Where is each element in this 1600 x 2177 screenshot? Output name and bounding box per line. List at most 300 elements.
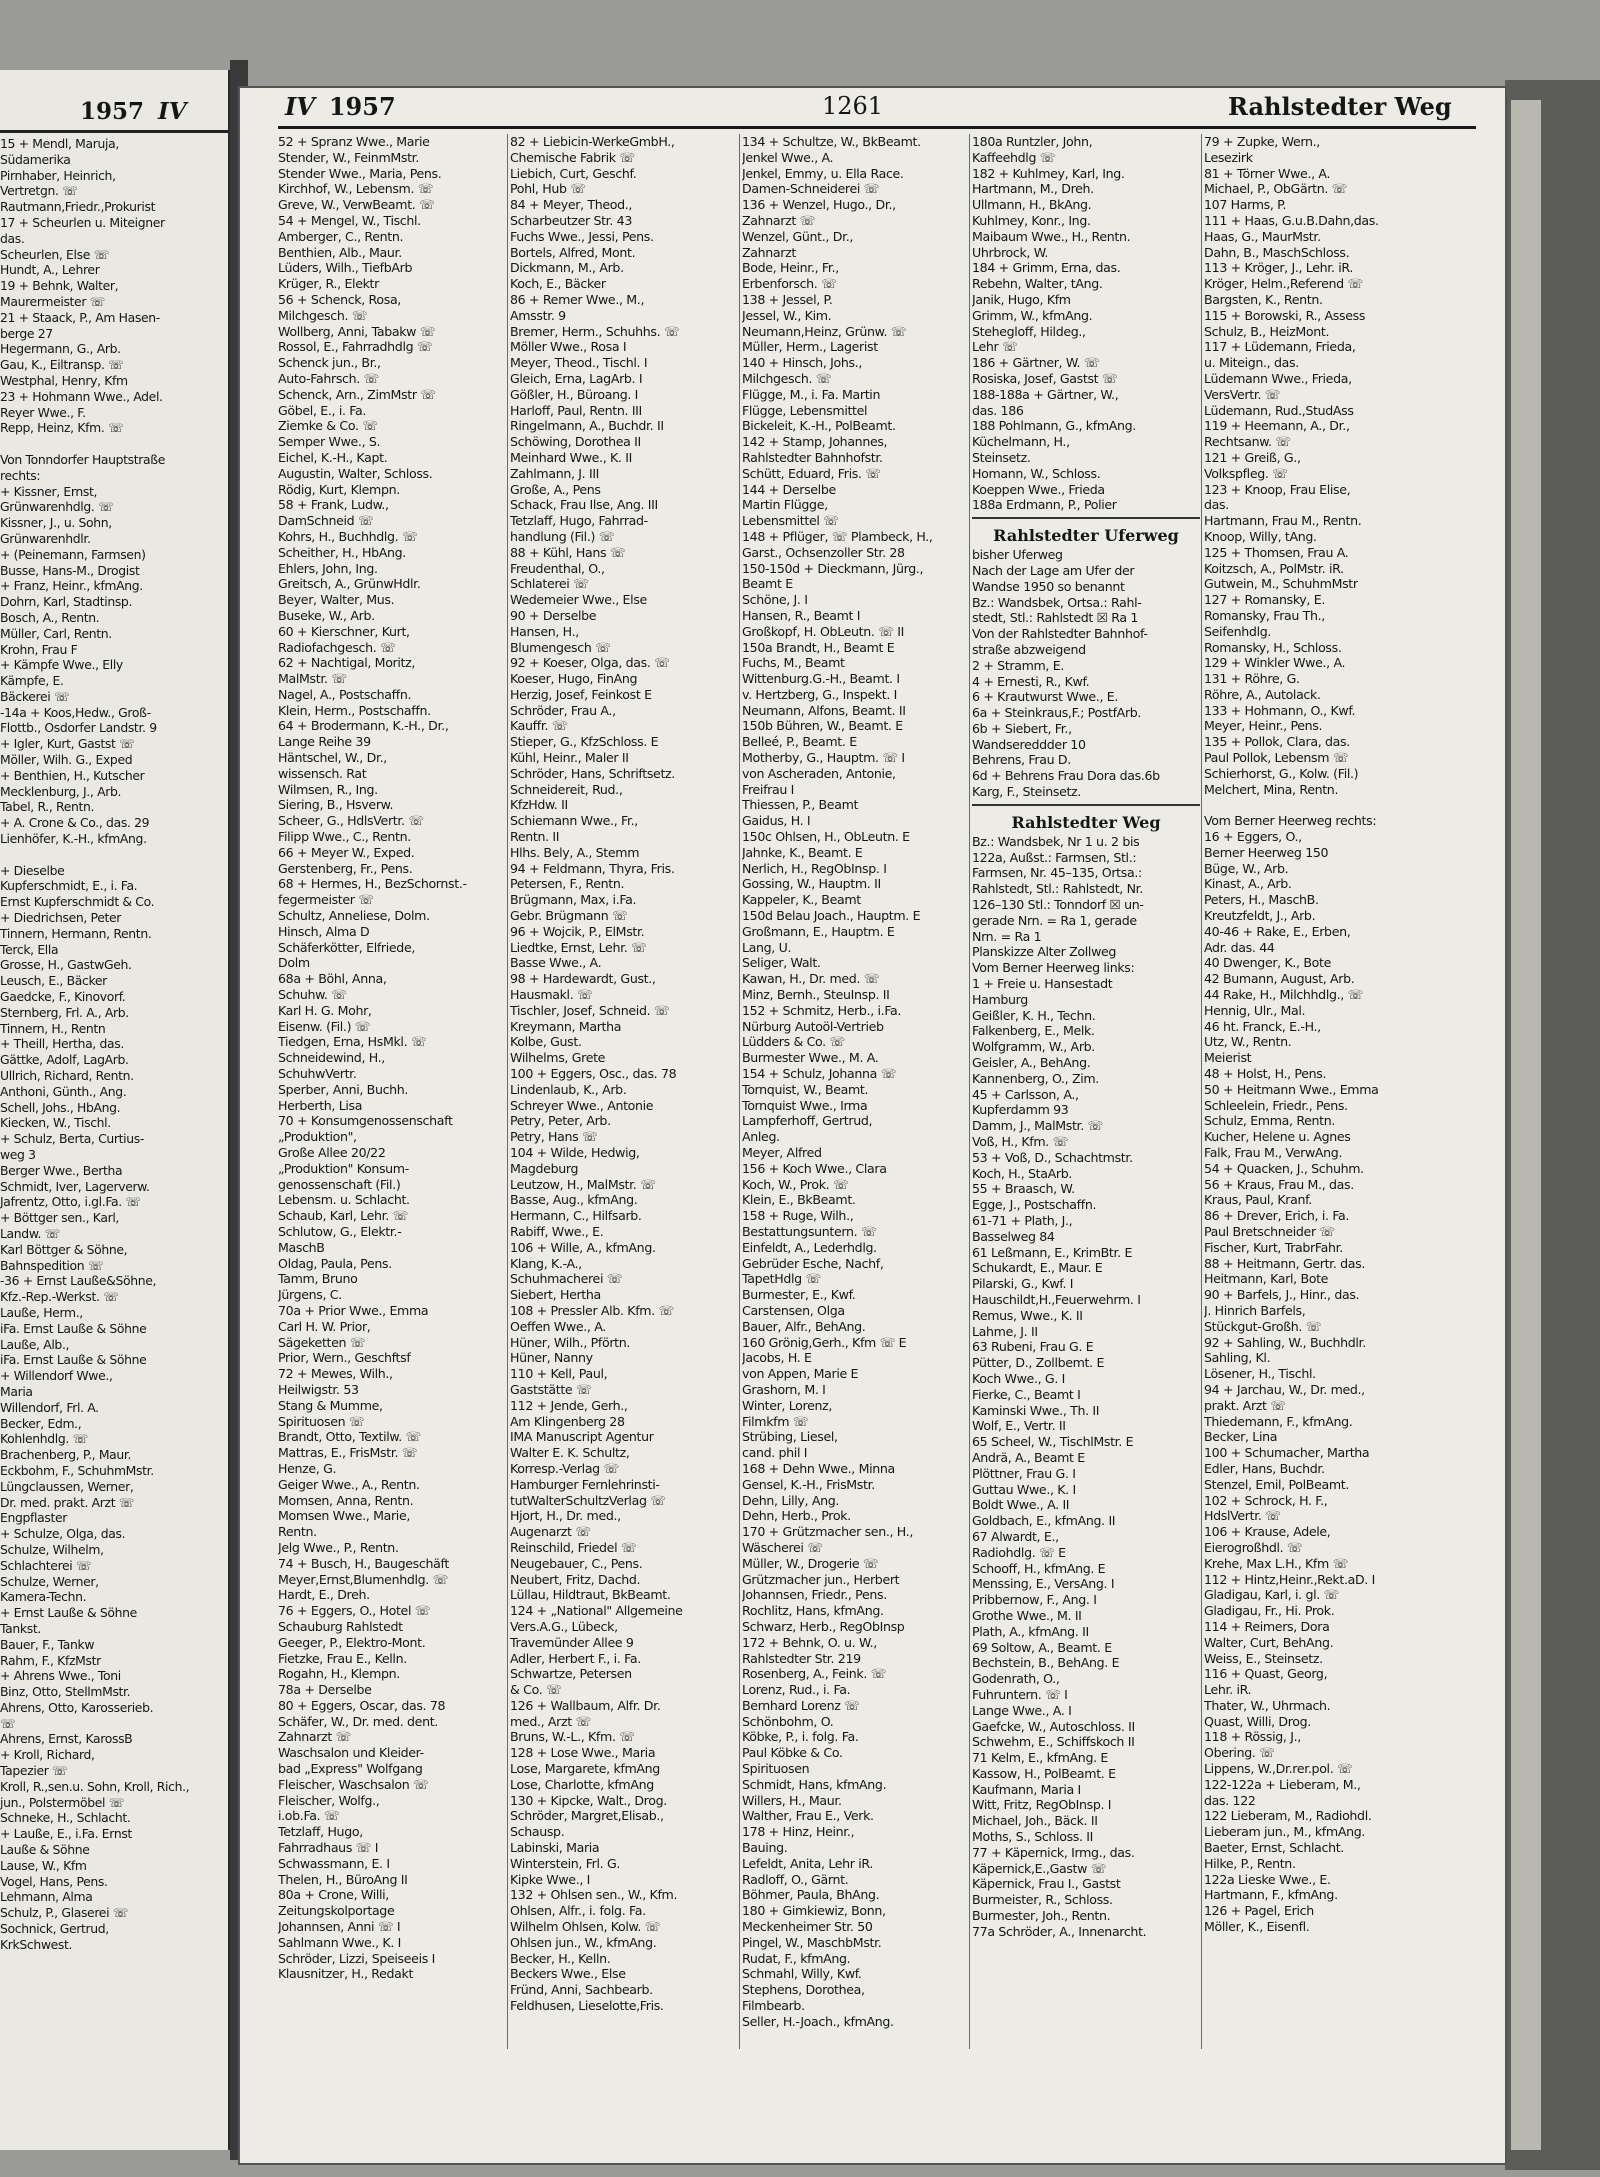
directory-entry [1204, 797, 1476, 813]
directory-entry: Kuhlmey, Konr., Ing. [972, 212, 1091, 228]
directory-entry: Flügge, M., i. Fa. Martin [742, 386, 881, 402]
directory-entry: Kämpfe, E. [0, 673, 64, 689]
directory-entry: Hilke, P., Rentn. [1204, 1855, 1296, 1871]
directory-entry: 172 + Behnk, O. u. W., [742, 1634, 877, 1650]
directory-entry: Stückgut-Großh. ☏ [1204, 1318, 1322, 1334]
directory-entry: Romansky, H., Schloss. [1204, 639, 1342, 655]
directory-entry: Kolbe, Gust. [510, 1034, 582, 1050]
directory-entry: Gensel, K.-H., FrisMstr. [742, 1476, 875, 1492]
directory-entry: 54 + Mengel, W., Tischl. [278, 212, 421, 228]
directory-entry: Rosiska, Josef, Gastst ☏ [972, 370, 1118, 386]
facing-page-column [0, 136, 226, 2066]
directory-entry: Scheither, H., HbAng. [278, 544, 406, 560]
directory-entry: Bosch, A., Rentn. [0, 609, 100, 625]
directory-entry: Obering. ☏ [1204, 1745, 1275, 1761]
directory-entry: 188a Erdmann, P., Polier [972, 497, 1117, 513]
directory-entry: Grashorn, M. I [742, 1381, 826, 1397]
directory-entry: Dehn, Lilly, Ang. [742, 1492, 840, 1508]
directory-entry: 113 + Kröger, J., Lehr. iR. [1204, 260, 1354, 276]
directory-entry: Kannenberg, O., Zim. [972, 1070, 1099, 1086]
directory-entry: Oeffen Wwe., A. [510, 1318, 606, 1334]
directory-entry: Basselweg 84 [972, 1228, 1055, 1244]
directory-entry: Heitmann, Karl, Bote [1204, 1271, 1329, 1287]
directory-entry: HdslVertr. ☏ [1204, 1508, 1281, 1524]
directory-entry: Wedemeier Wwe., Else [510, 592, 647, 608]
directory-entry: Becker, Edm., [0, 1415, 82, 1431]
directory-entry: Tinnern, Hermann, Rentn. [0, 925, 152, 941]
directory-entry: Lefeldt, Anita, Lehr iR. [742, 1855, 874, 1871]
directory-entry: Guttau Wwe., K. I [972, 1481, 1076, 1497]
directory-entry: Winter, Lorenz, [742, 1397, 833, 1413]
directory-entry: 114 + Reimers, Dora [1204, 1618, 1330, 1634]
directory-entry: Seller, H.-Joach., kfmAng. [742, 2013, 894, 2029]
directory-entry: 107 Harms, P. [1204, 197, 1287, 213]
directory-entry: Eisenw. (Fil.) ☏ [278, 1018, 371, 1034]
directory-entry: Utz, W., Rentn. [1204, 1034, 1292, 1050]
directory-entry: Schröder, Frau A., [510, 702, 616, 718]
directory-entry: Burmeister, R., Schloss. [972, 1892, 1113, 1908]
directory-entry: 80a + Crone, Willi, [278, 1887, 389, 1903]
directory-entry: Tinnern, H., Rentn [0, 1020, 106, 1036]
directory-entry: Janik, Hugo, Kfm [972, 291, 1071, 307]
directory-entry: -36 + Ernst Lauße&Söhne, [0, 1273, 157, 1289]
directory-entry: Südamerika [0, 151, 71, 167]
section-rule [972, 804, 1200, 806]
directory-entry: Kucher, Helene u. Agnes [1204, 1129, 1351, 1145]
directory-entry: Hennig, Ulr., Mal. [1204, 1002, 1306, 1018]
directory-entry: Bäckerei ☏ [0, 688, 70, 704]
directory-entry: Rahm, F., KfzMstr [0, 1652, 101, 1668]
directory-entry: 128 + Lose Wwe., Maria [510, 1745, 656, 1761]
weg-entries [972, 834, 1200, 1940]
directory-entry: Lauße & Söhne [0, 1842, 90, 1858]
directory-entry: Käpernick,E.,Gastw ☏ [972, 1860, 1107, 1876]
directory-entry: 160 Grönig,Gerh., Kfm ☏ E [742, 1334, 907, 1350]
directory-entry: Koeppen Wwe., Frieda [972, 481, 1105, 497]
directory-entry: ☏ [0, 1715, 16, 1731]
directory-entry: Labinski, Maria [510, 1840, 600, 1856]
directory-entry: Planskizze Alter Zollweg [972, 944, 1117, 960]
directory-entry: + Theill, Hertha, das. [0, 1036, 124, 1052]
directory-entry: das. 186 [972, 402, 1024, 418]
directory-entry: Rogahn, H., Klempn. [278, 1666, 400, 1682]
directory-entry: 186 + Gärtner, W. ☏ [972, 355, 1100, 371]
directory-entry: Maria [0, 1383, 33, 1399]
directory-entry: Lampferhoff, Gertrud, [742, 1113, 873, 1129]
directory-entry: handlung (Fil.) ☏ [510, 528, 615, 544]
directory-entry: Vers.A.G., Lübeck, [510, 1618, 618, 1634]
directory-entry: Meyer, Theod., Tischl. I [510, 355, 648, 371]
directory-entry: 58 + Frank, Ludw., [278, 497, 389, 513]
directory-entry: Jenkel, Emmy, u. Ella Race. [742, 165, 904, 181]
directory-entry: Lienhöfer, K.-H., kfmAng. [0, 831, 147, 847]
directory-entry: Andrä, A., Beamt E [972, 1449, 1085, 1465]
directory-entry: 182 + Kuhlmey, Karl, Ing. [972, 165, 1125, 181]
directory-entry: Wandsereddder 10 [972, 736, 1086, 752]
directory-entry: 168 + Dehn Wwe., Minna [742, 1460, 895, 1476]
directory-entry: Lose, Charlotte, kfmAng [510, 1776, 654, 1792]
directory-entry: Egge, J., Postschaffn. [972, 1197, 1097, 1213]
directory-entry: Möller, Wilh. G., Exped [0, 752, 133, 768]
directory-entry: Zahnarzt ☏ [742, 212, 816, 228]
directory-entry: Mattras, E., FrisMstr. ☏ [278, 1445, 418, 1461]
directory-entry: KrkSchwest. [0, 1936, 73, 1952]
directory-entry: 115 + Borowski, R., Assess [1204, 307, 1366, 323]
directory-entry: Liedtke, Ernst, Lehr. ☏ [510, 939, 647, 955]
directory-entry: Kipke Wwe., I [510, 1871, 591, 1887]
directory-entry: Michael, P., ObGärtn. ☏ [1204, 181, 1348, 197]
directory-entry: Schlachterei ☏ [0, 1557, 92, 1573]
directory-entry: Wilmsen, R., Ing. [278, 781, 378, 797]
directory-entry: Walther, Frau E., Verk. [742, 1808, 874, 1824]
directory-entry: Petry, Hans ☏ [510, 1129, 598, 1145]
directory-entry: 50 + Heitmann Wwe., Emma [1204, 1081, 1379, 1097]
directory-entry: Auto-Fahrsch. ☏ [278, 370, 379, 386]
directory-entry: Wollberg, Anni, Tabakw ☏ [278, 323, 436, 339]
directory-entry: Gladigau, Karl, i. gl. ☏ [1204, 1587, 1339, 1603]
directory-entry: 88 + Heitmann, Gertr. das. [1204, 1255, 1366, 1271]
directory-entry: + Dieselbe [0, 862, 65, 878]
directory-entry: DamSchneid ☏ [278, 513, 374, 529]
directory-entry: Schwartze, Petersen [510, 1666, 632, 1682]
directory-entry: Schulz, Emma, Rentn. [1204, 1113, 1336, 1129]
directory-entry: Kissner, J., u. Sohn, [0, 515, 112, 531]
directory-entry: Schlutow, G., Elektr.- [278, 1223, 402, 1239]
directory-entry: Lebensmittel ☏ [742, 513, 839, 529]
directory-entry: 125 + Thomsen, Frau A. [1204, 544, 1349, 560]
directory-entry: 42 Bumann, August, Arb. [1204, 971, 1355, 987]
directory-entry: Wittenburg.G.-H., Beamt. I [742, 671, 900, 687]
directory-entry: Büge, W., Arb. [1204, 860, 1289, 876]
directory-entry: Scheer, G., HdlsVertr. ☏ [278, 813, 424, 829]
directory-entry: Koitzsch, A., PolMstr. iR. [1204, 560, 1344, 576]
directory-entry: Petry, Peter, Arb. [510, 1113, 611, 1129]
directory-entry: Lüdemann, Rud.,StudAss [1204, 402, 1354, 418]
directory-entry: Weiss, E., Steinsetz. [1204, 1650, 1323, 1666]
directory-entry: Kohlenhdlg. ☏ [0, 1431, 88, 1447]
directory-entry: Homann, W., Schloss. [972, 465, 1101, 481]
directory-entry: Häntschel, W., Dr., [278, 750, 387, 766]
directory-entry: + Benthien, H., Kutscher [0, 767, 145, 783]
directory-entry: 19 + Behnk, Walter, [0, 278, 119, 294]
directory-entry: Terck, Ella [0, 941, 59, 957]
directory-entry: Freudenthal, O., [510, 560, 605, 576]
directory-entry: Belleé, P., Beamt. E [742, 734, 857, 750]
directory-entry: VersVertr. ☏ [1204, 386, 1281, 402]
directory-entry: Goldbach, E., kfmAng. II [972, 1513, 1116, 1529]
directory-entry: Motherby, G., Hauptm. ☏ I [742, 750, 905, 766]
directory-entry: Fründ, Anni, Sachbearb. [510, 1982, 653, 1998]
directory-entry: Liebich, Curt, Geschf. [510, 165, 637, 181]
directory-entry: Thelen, H., BüroAng II [278, 1871, 408, 1887]
directory-entry: Lüdders & Co. ☏ [742, 1034, 845, 1050]
directory-entry: 1 + Freie u. Hansestadt [972, 976, 1113, 992]
directory-entry: 68a + Böhl, Anna, [278, 971, 387, 987]
directory-entry [0, 436, 226, 452]
directory-entry: tutWalterSchultzVerlag ☏ [510, 1492, 666, 1508]
directory-entry: Müller, W., Drogerie ☏ [742, 1555, 879, 1571]
directory-entry: Schwehm, E., Schiffskoch II [972, 1734, 1135, 1750]
directory-entry: Beckers Wwe., Else [510, 1966, 626, 1982]
directory-entry: 100 + Eggers, Osc., das. 78 [510, 1066, 677, 1082]
directory-entry: 63 Rubeni, Frau G. E [972, 1339, 1094, 1355]
facing-page-section: IV [158, 98, 187, 125]
directory-entry: Rentn. II [510, 829, 560, 845]
directory-entry: Bremer, Herm., Schuhhs. ☏ [510, 323, 680, 339]
directory-entry: Jessel, W., Kim. [742, 307, 832, 323]
directory-entry: Kühl, Heinr., Maler II [510, 750, 629, 766]
directory-entry: 122 Lieberam, M., Radiohdl. [1204, 1808, 1372, 1824]
directory-entry: Falkenberg, E., Melk. [972, 1023, 1095, 1039]
directory-entry: „Produktion", [278, 1129, 357, 1145]
directory-entry: Schausp. [510, 1824, 565, 1840]
directory-column-2 [510, 134, 738, 2054]
directory-entry: Rabiff, Wwe., E. [510, 1223, 604, 1239]
directory-entry: Fierke, C., Beamt I [972, 1386, 1081, 1402]
page-edge-paper [1511, 100, 1541, 2150]
directory-entry: Gaidus, H. I [742, 813, 811, 829]
directory-entry: Scheurlen, Else ☏ [0, 246, 109, 262]
directory-entry: Kaufmann, Maria I [972, 1781, 1081, 1797]
directory-entry: Binz, Otto, StellmMstr. [0, 1684, 131, 1700]
directory-entry: Vogel, Hans, Pens. [0, 1873, 108, 1889]
directory-entry: Lesezirk [1204, 149, 1253, 165]
directory-entry: 62 + Nachtigal, Moritz, [278, 655, 416, 671]
directory-entry: 150a Brandt, H., Beamt E [742, 639, 895, 655]
directory-entry: Hjort, H., Dr. med., [510, 1508, 621, 1524]
directory-entry: 76 + Eggers, O., Hotel ☏ [278, 1603, 431, 1619]
directory-entry: Koch Wwe., G. I [972, 1370, 1065, 1386]
directory-entry: Carl H. W. Prior, [278, 1318, 371, 1334]
directory-entry: + Kroll, Richard, [0, 1747, 95, 1763]
directory-entry: Gau, K., Eiltransp. ☏ [0, 357, 124, 373]
directory-entry: 123 + Knoop, Frau Elise, [1204, 481, 1351, 497]
directory-entry: 71 Kelm, E., kfmAng. E [972, 1750, 1108, 1766]
directory-entry: Geiger Wwe., A., Rentn. [278, 1476, 420, 1492]
directory-entry: + Willendorf Wwe., [0, 1368, 113, 1384]
running-title: Rahlstedter Weg [1228, 92, 1452, 121]
directory-entry: Boldt Wwe., A. II [972, 1497, 1070, 1513]
section-header [285, 92, 396, 121]
directory-entry: rechts: [0, 467, 41, 483]
directory-entry: Schauburg Rahlstedt [278, 1618, 403, 1634]
directory-entry: Schwassmann, E. I [278, 1855, 390, 1871]
directory-entry: 77a Schröder, A., Innenarcht. [972, 1923, 1147, 1939]
directory-entry: 45 + Carlsson, A., [972, 1086, 1079, 1102]
directory-entry: Rautmann,Friedr.,Prokurist [0, 199, 156, 215]
directory-entry: Waschsalon und Kleider- [278, 1745, 424, 1761]
directory-column-5 [1204, 134, 1476, 2054]
directory-entry: Siering, B., Hsverw. [278, 797, 394, 813]
directory-entry: 130 + Kipcke, Walt., Drog. [510, 1792, 667, 1808]
directory-entry: Lieberam jun., M., kfmAng. [1204, 1824, 1366, 1840]
directory-entry: Buseke, W., Arb. [278, 607, 375, 623]
directory-entry: 126–130 Stl.: Tonndorf ☒ un- [972, 897, 1144, 913]
directory-entry: 119 + Heemann, A., Dr., [1204, 418, 1350, 434]
directory-entry: Gaedcke, F., Kinovorf. [0, 989, 126, 1005]
directory-entry: Ringelmann, A., Buchdr. II [510, 418, 664, 434]
directory-entry: Reinschild, Friedel ☏ [510, 1539, 637, 1555]
directory-entry: Milchgesch. ☏ [278, 307, 368, 323]
directory-entry: 170 + Grützmacher sen., H., [742, 1524, 913, 1540]
directory-entry: 142 + Stamp, Johannes, [742, 434, 888, 450]
directory-entry: Klein, E., BkBeamt. [742, 1192, 856, 1208]
directory-entry: Tetzlaff, Hugo, Fahrrad- [510, 513, 648, 529]
directory-entry: -14a + Koos,Hedw., Groß- [0, 704, 151, 720]
directory-entry: 90 + Derselbe [510, 607, 597, 623]
directory-entry: Fischer, Kurt, TrabrFahr. [1204, 1239, 1343, 1255]
directory-entry: 150c Ohlsen, H., ObLeutn. E [742, 829, 910, 845]
directory-entry: Schaub, Karl, Lehr. ☏ [278, 1208, 408, 1224]
directory-entry: Travemünder Allee 9 [510, 1634, 634, 1650]
directory-entry: Möller Wwe., Rosa I [510, 339, 627, 355]
directory-entry: 156 + Koch Wwe., Clara [742, 1160, 887, 1176]
directory-entry: Tischler, Josef, Schneid. ☏ [510, 1002, 670, 1018]
directory-entry: Baeter, Ernst, Schlacht. [1204, 1840, 1344, 1856]
directory-entry: Schooff, H., kfmAng. E [972, 1560, 1106, 1576]
directory-entry: jun., Polstermöbel ☏ [0, 1794, 124, 1810]
directory-entry: v. Hertzberg, G., Inspekt. I [742, 686, 898, 702]
directory-entry: Michael, Joh., Bäck. II [972, 1813, 1098, 1829]
directory-entry: Kassow, H., PolBeamt. E [972, 1765, 1116, 1781]
directory-entry: Radiofachgesch. ☏ [278, 639, 396, 655]
directory-entry: Amberger, C., Rentn. [278, 228, 404, 244]
directory-entry: Walter E. K. Schultz, [510, 1445, 630, 1461]
directory-entry: Wolf, E., Vertr. II [972, 1418, 1066, 1434]
directory-entry: 110 + Kell, Paul, [510, 1366, 608, 1382]
directory-entry: Schäferkötter, Elfriede, [278, 939, 415, 955]
directory-entry: Rebehn, Walter, tAng. [972, 276, 1103, 292]
directory-entry: Grünwarenhdlg. ☏ [0, 499, 114, 515]
directory-entry: Harloff, Paul, Rentn. III [510, 402, 642, 418]
directory-entry: Lüllau, Hildtraut, BkBeamt. [510, 1587, 671, 1603]
directory-entry: 135 + Pollok, Clara, das. [1204, 734, 1350, 750]
directory-entry: Ullrich, Richard, Rentn. [0, 1068, 134, 1084]
directory-entry: Bz.: Wandsbek, Ortsa.: Rahl- [972, 594, 1142, 610]
directory-entry: Volkspfleg. ☏ [1204, 465, 1288, 481]
directory-entry: Ahrens, Otto, Karosserieb. [0, 1699, 154, 1715]
directory-entry: Röhre, A., Autolack. [1204, 686, 1321, 702]
directory-entry: Plöttner, Frau G. I [972, 1465, 1076, 1481]
directory-entry: Knoop, Willy, tAng. [1204, 528, 1317, 544]
directory-entry: Sternberg, Frl. A., Arb. [0, 1004, 129, 1020]
directory-entry: u. Miteign., das. [1204, 355, 1299, 371]
directory-entry: IMA Manuscript Agentur [510, 1429, 654, 1445]
directory-entry: Stehegloff, Hildeg., [972, 323, 1086, 339]
directory-entry: Großkopf, H. ObLeutn. ☏ II [742, 623, 904, 639]
directory-entry: 70a + Prior Wwe., Emma [278, 1302, 429, 1318]
directory-entry: Feldhusen, Lieselotte,Fris. [510, 1998, 664, 2014]
directory-entry: Koch, E., Bäcker [510, 276, 606, 292]
directory-entry: Koch, H., StaArb. [972, 1165, 1072, 1181]
directory-entry: Ahrens, Ernst, KarossB [0, 1731, 133, 1747]
directory-entry: Käpernick, Frau I., Gastst [972, 1876, 1121, 1892]
directory-entry: Schell, Johs., HbAng. [0, 1099, 121, 1115]
directory-entry: Köbke, P., i. folg. Fa. [742, 1729, 859, 1745]
directory-entry: Schleelein, Friedr., Pens. [1204, 1097, 1348, 1113]
directory-entry: Godenrath, O., [972, 1671, 1060, 1687]
directory-entry: Hüner, Wilh., Pförtn. [510, 1334, 631, 1350]
directory-entry: Berger Wwe., Bertha [0, 1162, 123, 1178]
directory-entry: Sägeketten ☏ [278, 1334, 366, 1350]
directory-entry: Augustin, Walter, Schloss. [278, 465, 433, 481]
directory-entry: Krüger, R., Elektr [278, 276, 379, 292]
directory-entry: Eierogroßhdl. ☏ [1204, 1539, 1303, 1555]
directory-entry: Grosse, H., GastwGeh. [0, 957, 132, 973]
directory-entry: Henze, G. [278, 1460, 337, 1476]
directory-entry: Kupferschmidt, E., i. Fa. [0, 878, 138, 894]
directory-entry: Jelg Wwe., P., Rentn. [278, 1539, 399, 1555]
directory-entry: + Schulze, Olga, das. [0, 1526, 126, 1542]
directory-entry: Nürburg Autoöl-Vertrieb [742, 1018, 884, 1034]
directory-entry: Geeger, P., Elektro-Mont. [278, 1634, 426, 1650]
directory-entry: Momsen, Anna, Rentn. [278, 1492, 414, 1508]
directory-entry: Damm, J., MalMstr. ☏ [972, 1118, 1103, 1134]
directory-entry: Rudat, F., kfmAng. [742, 1950, 851, 1966]
directory-entry: 152 + Schmitz, Herb., i.Fa. [742, 1002, 902, 1018]
directory-entry: Paul Pollok, Lebensm ☏ [1204, 750, 1349, 766]
directory-entry: Dickmann, M., Arb. [510, 260, 624, 276]
directory-entry: Greve, W., VerwBeamt. ☏ [278, 197, 435, 213]
directory-entry: Bargsten, K., Rentn. [1204, 291, 1323, 307]
directory-entry: Lüngclaussen, Werner, [0, 1478, 134, 1494]
directory-entry: 53 + Voß, D., Schachtmstr. [972, 1149, 1133, 1165]
directory-entry: Stephens, Dorothea, [742, 1982, 865, 1998]
directory-entry: Hansen, H., [510, 623, 579, 639]
directory-entry: Schmidt, Hans, kfmAng. [742, 1776, 887, 1792]
directory-entry: Schreyer Wwe., Antonie [510, 1097, 654, 1113]
directory-entry: Nagel, A., Postschaffn. [278, 686, 412, 702]
directory-entry: Gebrüder Esche, Nachf, [742, 1255, 884, 1271]
directory-entry: Karg, F., Steinsetz. [972, 784, 1081, 800]
directory-entry: 84 + Meyer, Theod., [510, 197, 633, 213]
directory-entry: Jahnke, K., Beamt. E [742, 844, 863, 860]
directory-entry: Neubert, Fritz, Dachd. [510, 1571, 641, 1587]
directory-entry: Schuhmacherei ☏ [510, 1271, 623, 1287]
directory-entry: Burmester, Joh., Rentn. [972, 1908, 1111, 1924]
directory-entry: 44 Rake, H., Milchhdlg., ☏ [1204, 987, 1363, 1003]
directory-entry: Herzig, Josef, Feinkost E [510, 686, 652, 702]
directory-entry: Engpflaster [0, 1510, 67, 1526]
directory-entry: Grothe Wwe., M. II [972, 1607, 1082, 1623]
directory-entry: 6 + Krautwurst Wwe., E. [972, 689, 1119, 705]
directory-entry: Rödig, Kurt, Klempn. [278, 481, 400, 497]
directory-entry: Peters, H., MaschB. [1204, 892, 1319, 908]
directory-column-1 [278, 134, 506, 2054]
directory-entry: 2 + Stramm, E. [972, 657, 1065, 673]
directory-entry: + Ahrens Wwe., Toni [0, 1668, 121, 1684]
directory-entry: Lorenz, Rud., i. Fa. [742, 1682, 851, 1698]
page-edge [1505, 80, 1600, 2170]
directory-entry: 72 + Mewes, Wilh., [278, 1366, 393, 1382]
directory-entry: Schröder, Lizzi, Speiseeis I [278, 1950, 435, 1966]
directory-entry: Dohrn, Karl, Stadtinsp. [0, 594, 133, 610]
directory-entry: Damen-Schneiderei ☏ [742, 181, 880, 197]
directory-entry: Lebensm. u. Schlacht. [278, 1192, 410, 1208]
directory-entry: 140 + Hinsch, Johs., [742, 355, 862, 371]
directory-entry: 144 + Derselbe [742, 481, 836, 497]
directory-entry: + A. Crone & Co., das. 29 [0, 815, 150, 831]
directory-entry: Hamburg [972, 991, 1028, 1007]
directory-entry: Walter, Curt, BehAng. [1204, 1634, 1334, 1650]
directory-entry: Kupferdamm 93 [972, 1102, 1069, 1118]
directory-entry: Pilarski, G., Kwf. I [972, 1276, 1074, 1292]
directory-entry: Stender, W., FeinmMstr. [278, 149, 419, 165]
directory-entry: Schröder, Hans, Schriftsetz. [510, 765, 675, 781]
directory-entry: Becker, Lina [1204, 1429, 1278, 1445]
directory-entry: Korresp.-Verlag ☏ [510, 1460, 619, 1476]
directory-entry: 122-122a + Lieberam, M., [1204, 1776, 1361, 1792]
